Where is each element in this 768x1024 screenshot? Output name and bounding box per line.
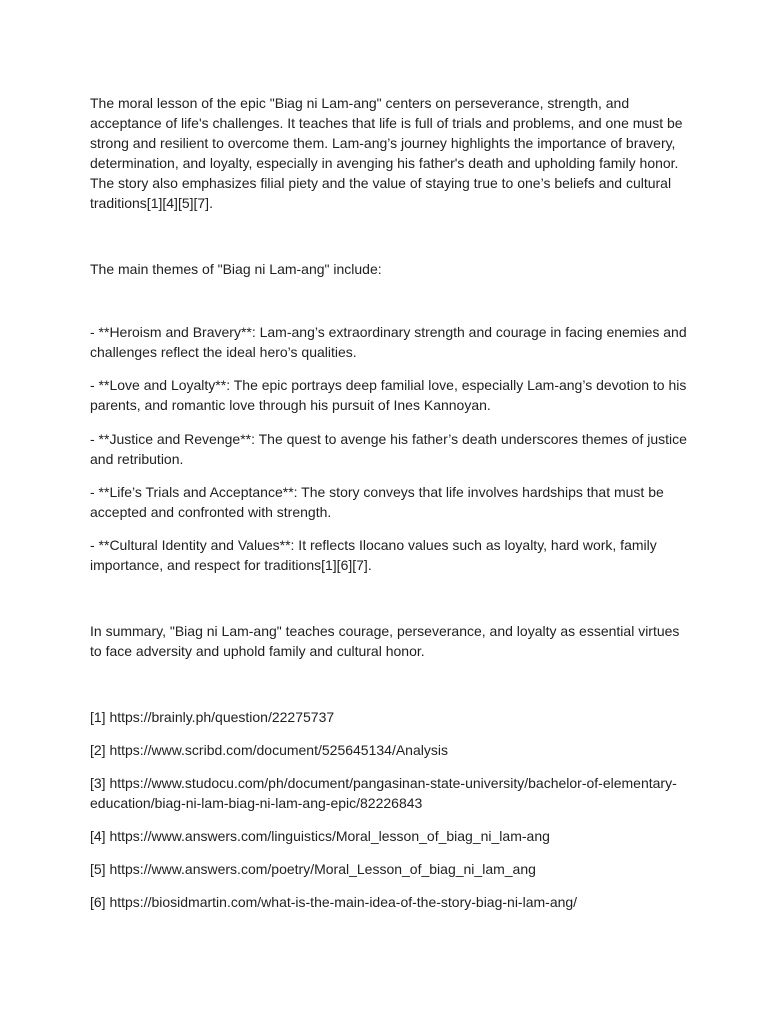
- reference-item: [1] https://brainly.ph/question/22275737: [90, 709, 335, 725]
- themes-heading: The main themes of "Biag ni Lam-ang" include:: [90, 261, 382, 277]
- theme-item-justice-revenge: - **Justice and Revenge**: The quest to avenge his father’s death underscores themes of justice and retribution.: [90, 431, 687, 467]
- theme-item-love-loyalty: - **Love and Loyalty**: The epic portrays deep familial love, especially Lam-ang’s devotion to his parents, and romantic love through his pursuit of Ines Kannoyan.: [90, 377, 687, 413]
- intro-paragraph: The moral lesson of the epic "Biag ni Lam-ang" centers on perseverance, strength, and acceptance of life's challenges. It teaches that life is full of trials and problems, and one must be strong and resilient to overcome them. Lam-ang’s journey highlights the importance of bravery, determination, and loyalty, especially in avenging his father's death and upholding family honor. The story also emphasizes filial piety and the value of staying true to one’s beliefs and cultural traditions[1][4][5][7].: [90, 95, 683, 211]
- summary-paragraph: In summary, "Biag ni Lam-ang" teaches courage, perseverance, and loyalty as essential virtues to face adversity and uphold family and cultural honor.: [90, 623, 680, 659]
- theme-item-cultural-identity: - **Cultural Identity and Values**: It reflects Ilocano values such as loyalty, hard work, family importance, and respect for traditions[1][6][7].: [90, 537, 657, 573]
- reference-item: [5] https://www.answers.com/poetry/Moral_Lesson_of_biag_ni_lam_ang: [90, 861, 536, 877]
- theme-item-life-trials: - **Life’s Trials and Acceptance**: The story conveys that life involves hardships that must be accepted and confronted with strength.: [90, 484, 664, 520]
- theme-item-heroism: - **Heroism and Bravery**: Lam-ang’s extraordinary strength and courage in facing enemies and challenges reflect the ideal hero’s qualities.: [90, 324, 687, 360]
- reference-item: [6] https://biosidmartin.com/what-is-the-main-idea-of-the-story-biag-ni-lam-ang/: [90, 894, 578, 910]
- reference-item: [3] https://www.studocu.com/ph/document/pangasinan-state-university/bachelor-of-elementary-education/biag-ni-lam-biag-ni-lam-ang-epic/82226843: [90, 775, 677, 811]
- reference-item: [4] https://www.answers.com/linguistics/Moral_lesson_of_biag_ni_lam-ang: [90, 828, 550, 844]
- reference-item: [2] https://www.scribd.com/document/525645134/Analysis: [90, 742, 448, 758]
